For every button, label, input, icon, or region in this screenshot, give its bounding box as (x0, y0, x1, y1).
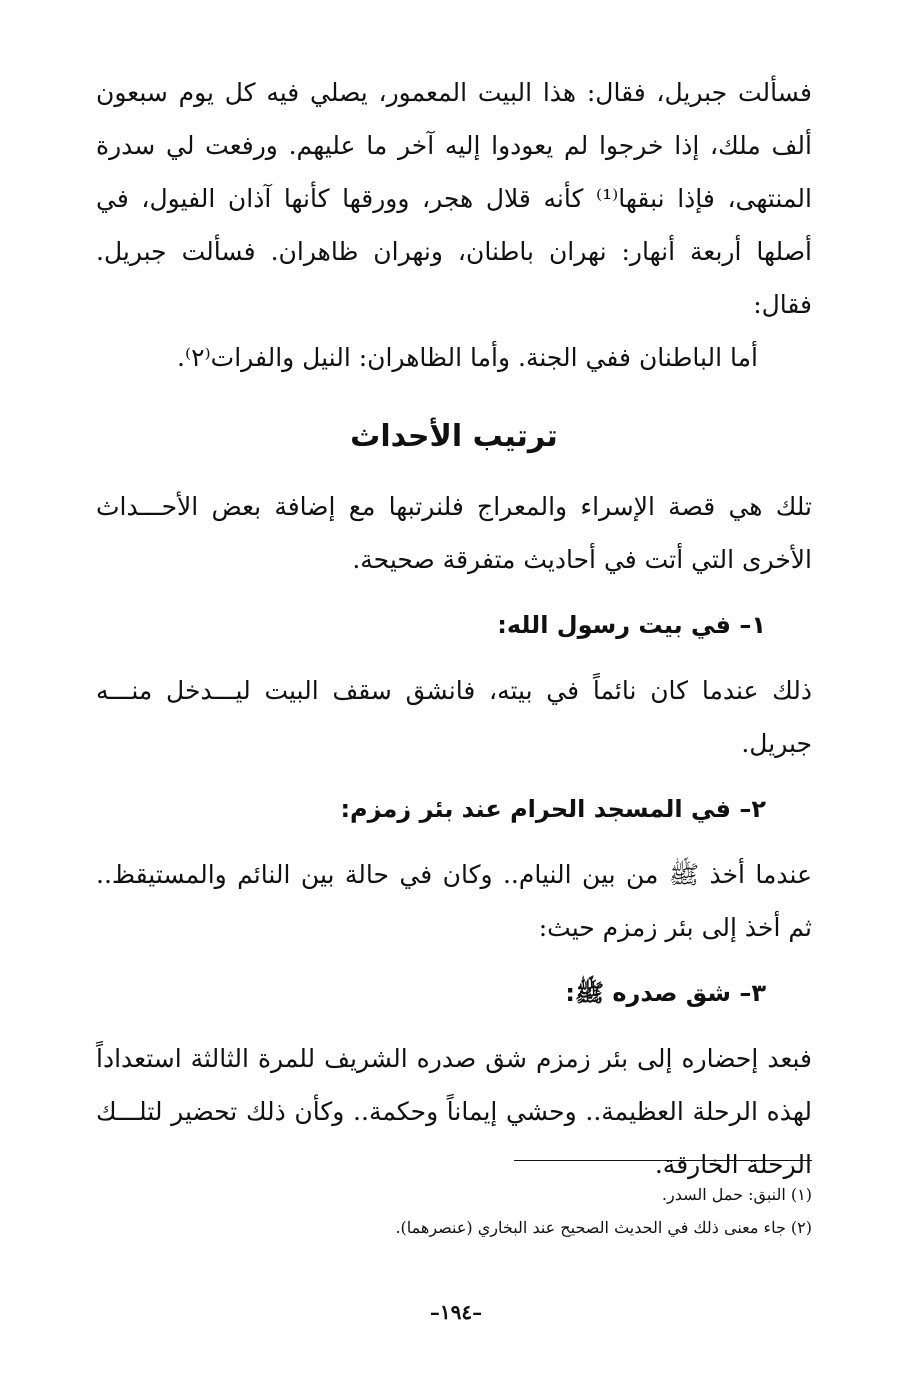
footnote-2: (٢) جاء معنى ذلك في الحديث الصحيح عند البخاري (عنصرهما). (395, 1218, 812, 1237)
paragraph-intro: تلك هي قصة الإسراء والمعراج فلنرتبها مع إضافة بعض الأحـــداث الأخرى التي أتت في أحاديث متفرقة صحيحة. (96, 492, 812, 574)
item-text-3: فبعد إحضاره إلى بئر زمزم شق صدره الشريف للمرة الثالثة استعداداً لهذه الرحلة العظيمة.. وحشي إيماناً وحكمة.. وكأن ذلك تحضير لتلـــك الرحلة الخارقة. (96, 1044, 812, 1179)
footnote-1: (١) النبق: حمل السدر. (661, 1185, 812, 1204)
page-body (96, 66, 812, 1191)
item-text-2: عندما أخذ ﷺ من بين النيام.. وكان في حالة بين النائم والمستيقظ.. ثم أخذ إلى بئر زمزم حيث: (96, 860, 812, 942)
footnotes (96, 1178, 812, 1244)
item-heading-2: ٢– في المسجد الحرام عند بئر زمزم: (340, 795, 766, 823)
section-title: ترتيب الأحداث (350, 419, 558, 454)
footnote-divider (514, 1160, 812, 1161)
item-heading-1: ١– في بيت رسول الله: (497, 611, 766, 639)
item-heading-3: ٣– شق صدره ﷺ: (565, 979, 766, 1007)
paragraph-hadith-continuation: فسألت جبريل، فقال: هذا البيت المعمور، يصلي فيه كل يوم سبعون ألف ملك، إذا خرجوا لم يعودوا إليه آخر ما عليهم. ورفعت لي سدرة المنتهى، فإذا نبقها⁽¹⁾ كأنه قلال هجر، وورقها كأنها آذان الفيول، في أصلها أربعة أنهار: نهران باطنان، ونهران ظاهران. فسألت جبريل. فقال: (96, 78, 812, 319)
page-number: –١٩٤– (429, 1300, 483, 1324)
paragraph-hadith-answer: أما الباطنان ففي الجنة. وأما الظاهران: النيل والفرات⁽٢⁾. (177, 343, 758, 372)
item-text-1: ذلك عندما كان نائماً في بيته، فانشق سقف البيت ليـــدخل منـــه جبريل. (96, 676, 812, 758)
